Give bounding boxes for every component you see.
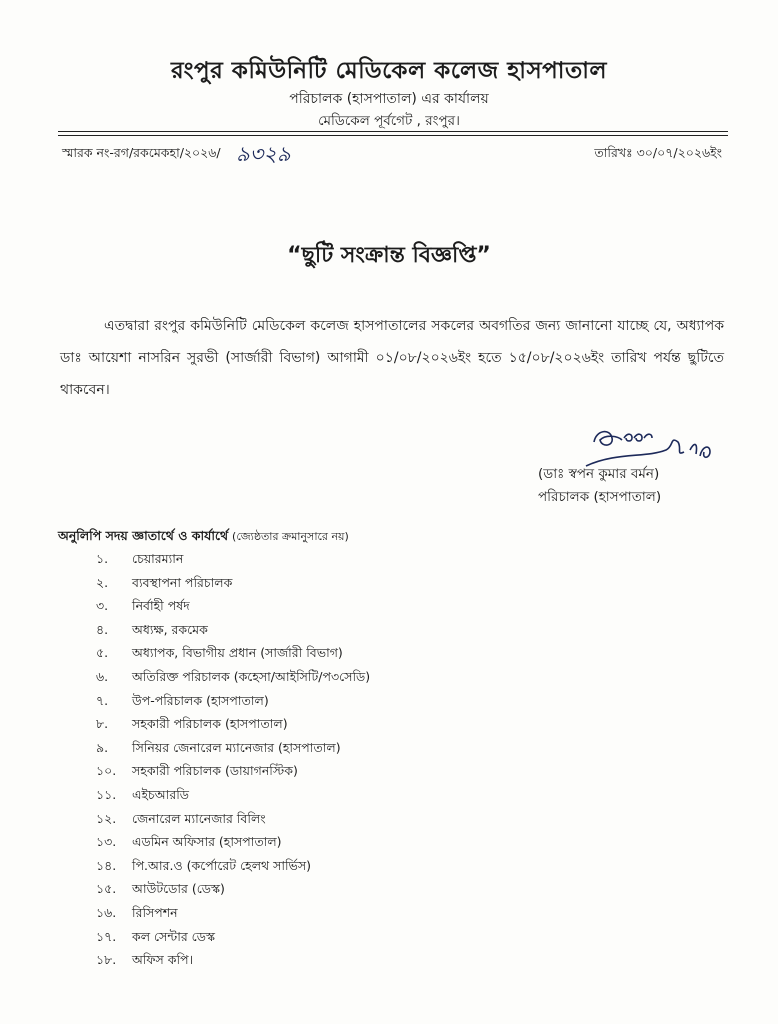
list-item-text: সহকারী পরিচালক (ডায়াগনস্টিক) [132, 763, 298, 779]
list-item [96, 716, 370, 740]
memo-reference: স্মারক নং-রগ/রকমেকহা/২০২৬/ [62, 145, 221, 160]
list-item [96, 905, 370, 929]
list-item [96, 952, 370, 976]
list-item [96, 929, 370, 953]
list-item-text: অধ্যক্ষ, রকমেক [132, 621, 208, 637]
copy-to-list [96, 551, 370, 976]
list-item-text: উপ-পরিচালক (হাসপাতাল) [132, 692, 269, 708]
list-item-number: ১১. [96, 786, 117, 802]
list-item-number: ১৭. [96, 928, 117, 944]
list-item-number: ৪. [96, 621, 109, 637]
list-item [96, 669, 370, 693]
office-address: মেডিকেল পূর্বগেট , রংপুর। [318, 113, 460, 129]
list-item-text: চেয়ারম্যান [132, 551, 184, 566]
list-item-text: এইচআরডি [132, 786, 189, 802]
copy-to-note: (জ্যেষ্ঠতার ক্রমানুসারে নয়) [232, 530, 349, 543]
list-item-text: জেনারেল ম্যানেজার বিলিং [132, 810, 266, 826]
list-item-number: ৭. [96, 692, 109, 708]
list-item-number: ১৩. [96, 834, 117, 850]
list-item [96, 787, 370, 811]
list-item [96, 551, 370, 575]
list-item-number: ১২. [96, 810, 117, 826]
list-item [96, 575, 370, 599]
list-item-text: অতিরিক্ত পরিচালক (কহেসা/আইসিটি/প৩সেডি) [132, 668, 371, 684]
list-item-number: ১৫. [96, 881, 117, 897]
list-item [96, 740, 370, 764]
memo-handwritten-number: ৯৩২৯ [236, 142, 291, 166]
memo-date: তারিখঃ ৩০/০৭/২০২৬ইং [594, 145, 722, 160]
list-item [96, 598, 370, 622]
signatory-name: (ডাঃ স্বপন কুমার বর্মন) [538, 466, 660, 482]
office-name: পরিচালক (হাসপাতাল) এর কার্যালয় [289, 91, 489, 107]
list-item [96, 858, 370, 882]
list-item-number: ১. [96, 551, 109, 566]
header-rule [58, 131, 728, 132]
list-item-text: আউটডোর (ডেস্ক) [132, 881, 225, 897]
list-item [96, 645, 370, 669]
list-item-text: কল সেন্টার ডেস্ক [132, 928, 215, 944]
list-item [96, 693, 370, 717]
list-item-text: সহকারী পরিচালক (হাসপাতাল) [132, 716, 288, 732]
notice-title: “ছুটি সংক্রান্ত বিজ্ঞপ্তি” [287, 243, 491, 268]
institution-name: রংপুর কমিউনিটি মেডিকেল কলেজ হাসপাতাল [170, 58, 608, 84]
list-item-number: ১৬. [96, 904, 117, 920]
copy-to-heading [58, 528, 349, 548]
list-item-number: ৯. [96, 739, 109, 755]
header-rule-secondary [58, 135, 728, 136]
list-item [96, 881, 370, 905]
list-item-text: নির্বাহী পর্ষদ [132, 598, 190, 614]
copy-to-label: অনুলিপি সদয় জ্ঞাতার্থে ও কার্যার্থে [58, 528, 229, 543]
list-item-text: অফিস কপি। [132, 952, 194, 968]
list-item-text: এডমিন অফিসার (হাসপাতাল) [132, 834, 282, 850]
list-item [96, 763, 370, 787]
memo-row [62, 142, 722, 168]
list-item-number: ১৪. [96, 857, 117, 873]
list-item-text: ব্যবস্থাপনা পরিচালক [132, 574, 233, 590]
list-item-number: ৩. [96, 598, 109, 614]
list-item-text: সিনিয়র জেনারেল ম্যানেজার (হাসপাতাল) [132, 739, 341, 755]
list-item-number: ৬. [96, 668, 109, 684]
list-item-number: ৫. [96, 645, 109, 661]
list-item-text: পি.আর.ও (কর্পোরেট হেলথ সার্ভিস) [132, 857, 312, 873]
list-item [96, 834, 370, 858]
list-item-text: রিসিপশন [132, 904, 178, 920]
list-item-number: ২. [96, 574, 109, 590]
list-item [96, 811, 370, 835]
notice-body: এতদ্বারা রংপুর কমিউনিটি মেডিকেল কলেজ হাসপাতালের সকলের অবগতির জন্য জানানো যাচ্ছে যে, অধ্যাপক ডাঃ আয়েশা নাসরিন সুরভী (সার্জারী বিভাগ) আগামী ০১/০৮/২০২৬ইং হতে ১৫/০৮/২০২৬ইং তারিখ পর্যন্ত ছুটিতে থাকবেন। [60, 318, 724, 398]
list-item-number: ৮. [96, 716, 109, 732]
list-item-number: ১৮. [96, 952, 117, 968]
list-item-text: অধ্যাপক, বিভাগীয় প্রধান (সার্জারী বিভাগ) [132, 645, 343, 661]
list-item-number: ১০. [96, 763, 117, 779]
signatory-title: পরিচালক (হাসপাতাল) [538, 489, 662, 505]
list-item [96, 622, 370, 646]
